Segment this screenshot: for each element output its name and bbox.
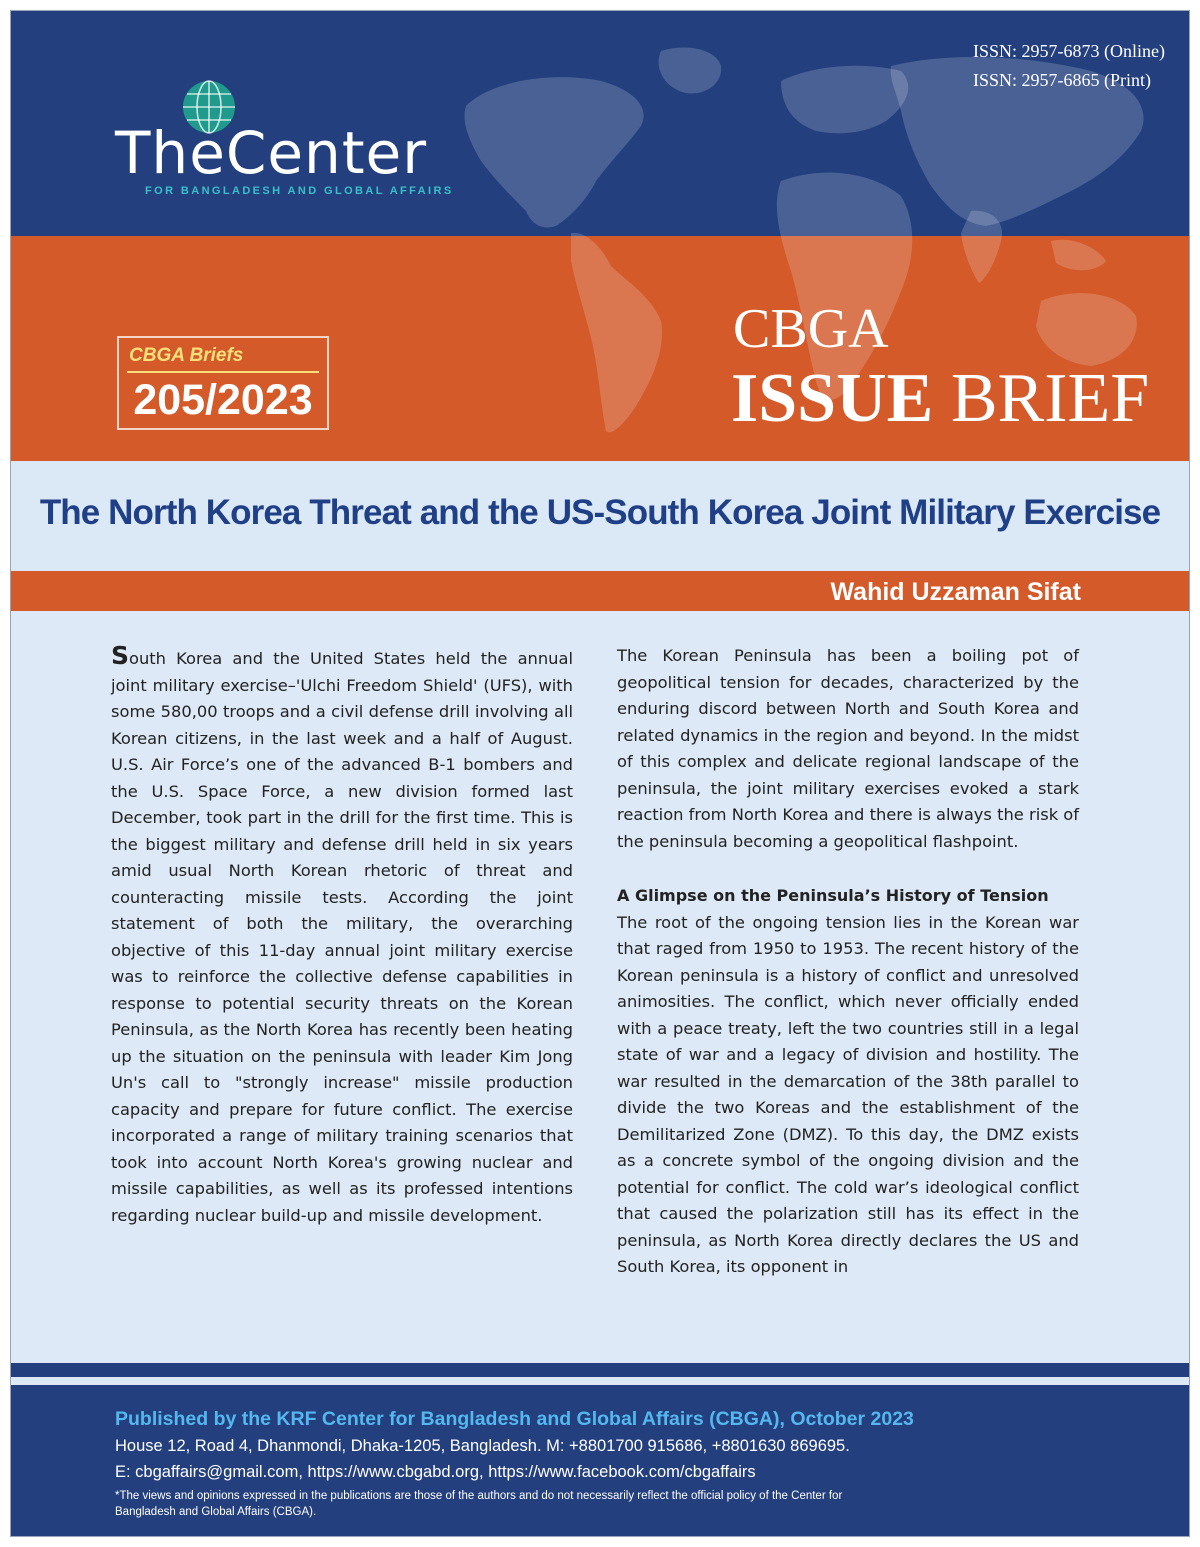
brief-number: 205/2023 [133, 376, 313, 424]
logo-tagline: FOR BANGLADESH AND GLOBAL AFFAIRS [145, 185, 454, 197]
body-paragraph [111, 643, 573, 1229]
author-bar [11, 571, 1190, 611]
issn-online: ISSN: 2957-6873 (Online) [973, 41, 1165, 61]
disclaimer: *The views and opinions expressed in the publications are those of the authors and do not necessarily reflect the official policy of the Center for Bangladesh and Global Affairs (CBGA). [115, 1490, 843, 1518]
body-text: outh Korea and the United States held the annual joint military exercise–'Ulchi Freedom Shield' (UFS), with some 580,00 troops and a civil defense drill involving all Korean citizens, in the last week and a half of August. U.S. Air Force’s one of the advanced B-1 bombers and the U.S. Space Force, a new division formed last December, took part in the drill for the first time. This is the biggest military and defense drill held in six years amid usual North Korean rhetoric of threat and counteracting missile tests. According the joint statement of both the military, the overarching objective of this 11-day annual joint military exercise was to reinforce the collective defense capabilities in response to potential security threats on the Korean Peninsula, as the North Korea has recently been heating up the situation on the peninsula with leader Kim Jong Un's call to "strongly increase" missile production capacity and prepare for future conflict. The exercise incorporated a range of military training scenarios that took into account North Korea's growing nuclear and missile capabilities, as well as its professed intentions regarding nuclear build-up and missile development. [111, 649, 573, 1225]
brief-word: BRIEF [950, 360, 1150, 437]
drop-cap: S [111, 641, 130, 670]
publisher-line: Published by the KRF Center for Bangladesh and Global Affairs (CBGA), October 2023 [115, 1408, 914, 1430]
address-line: House 12, Road 4, Dhanmondi, Dhaka-1205, Bangladesh. M: +8801700 915686, +8801630 869695. [115, 1437, 850, 1455]
brief-series-label: CBGA Briefs [129, 345, 244, 366]
author-name: Wahid Uzzaman Sifat [830, 578, 1081, 606]
brief-number-box [117, 336, 329, 430]
issue-word: ISSUE [731, 360, 934, 437]
section-subheading: A Glimpse on the Peninsula’s History of Tension [617, 886, 1049, 905]
contact-line: E: cbgaffairs@gmail.com, https://www.cbgabd.org, https://www.facebook.com/cbgaffairs [115, 1463, 756, 1481]
page-title: The North Korea Threat and the US-South Korea Joint Military Exercise [39, 493, 1161, 532]
issue-brief-heading [731, 359, 1149, 439]
brief-divider [127, 371, 319, 373]
issn-print: ISSN: 2957-6865 (Print) [973, 70, 1152, 90]
brief-page [10, 10, 1190, 1537]
logo-name: TheCenter [115, 119, 428, 187]
footer-rule [11, 1363, 1190, 1377]
body-paragraph: The Korean Peninsula has been a boiling pot of geopolitical tension for decades, characterized by the enduring discord between North and South Korea and related dynamics in the region and beyond. In the midst of this complex and delicate regional landscape of the peninsula, the joint military exercises evoked a stark reaction from North Korea and there is always the risk of the peninsula becoming a geopolitical flashpoint. [617, 646, 1079, 851]
body-column-left [111, 643, 573, 1229]
issn-block [973, 37, 1165, 95]
body-column-right [617, 643, 1079, 1281]
cbga-heading: CBGA [733, 298, 889, 360]
body-paragraph: The root of the ongoing tension lies in the Korean war that raged from 1950 to 1953. The recent history of the Korean peninsula is a history of conflict and unresolved animosities. The conflict, which never officially ended with a peace treaty, left the two countries still in a legal state of war and a legacy of division and hostility. The war resulted in the demarcation of the 38th parallel to divide the two Koreas and the establishment of the Demilitarized Zone (DMZ). To this day, the DMZ exists as a concrete symbol of the ongoing division and the potential for conflict. The cold war’s ideological conflict that caused the polarization still has its effect in the peninsula, as North Korea directly declares the US and South Korea, its opponent in [617, 912, 1079, 1276]
